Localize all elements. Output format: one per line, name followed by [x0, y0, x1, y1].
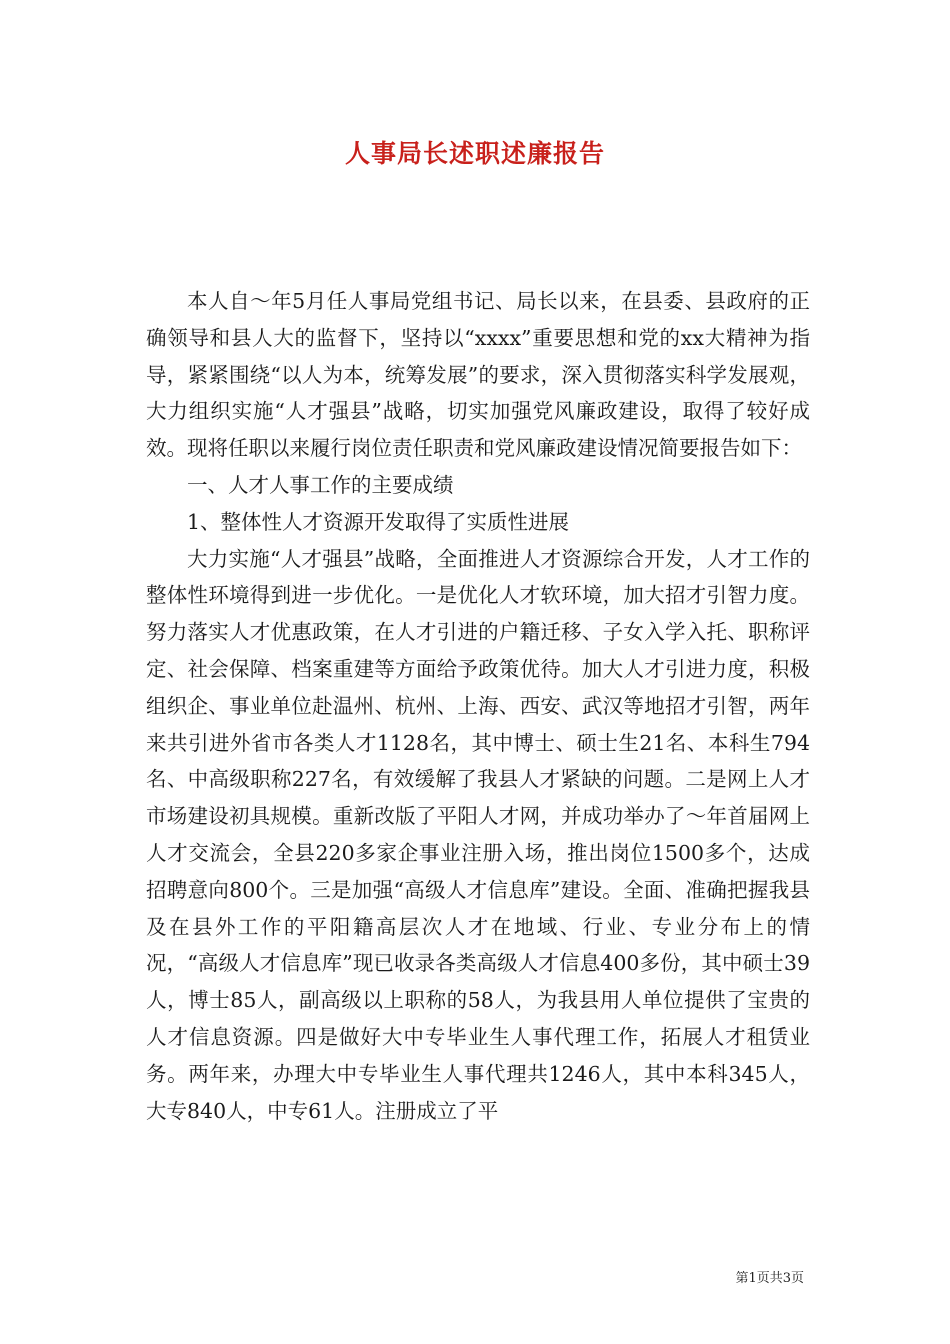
page-number: 第1页共3页 [735, 1271, 804, 1286]
document-body [146, 283, 810, 1129]
intro-paragraph: 本人自～年5月任人事局党组书记、局长以来，在县委、县政府的正确领导和县人大的监督下，坚持以“xxxx”重要思想和党的xx大精神为指导，紧紧围绕“以人为本，统筹发展”的要求，深入贯彻落实科学发展观，大力组织实施“人才强县”战略，切实加强党风廉政建设，取得了较好成效。现将任职以来履行岗位责任职责和党风廉政建设情况简要报告如下： [146, 289, 810, 461]
document-title: 人事局长述职述廉报告 [344, 139, 605, 168]
section-heading: 一、人才人事工作的主要成绩 [187, 472, 454, 497]
body-paragraph: 大力实施“人才强县”战略，全面推进人才资源综合开发，人才工作的整体性环境得到进一步优化。一是优化人才软环境，加大招才引智力度。努力落实人才优惠政策，在人才引进的户籍迁移、子女入学入托、职称评定、社会保障、档案重建等方面给予政策优待。加大人才引进力度，积极组织企、事业单位赴温州、杭州、上海、西安、武汉等地招才引智，两年来共引进外省市各类人才1128名，其中博士、硕士生21名、本科生794名、中高级职称227名，有效缓解了我县人才紧缺的问题。二是网上人才市场建设初具规模。重新改版了平阳人才网，并成功举办了～年首届网上人才交流会，全县220多家企事业注册入场，推出岗位1500多个，达成招聘意向800个。三是加强“高级人才信息库”建设。全面、准确把握我县及在县外工作的平阳籍高层次人才在地域、行业、专业分布上的情况，“高级人才信息库”现已收录各类高级人才信息400多份，其中硕士39人，博士85人，副高级以上职称的58人，为我县用人单位提供了宝贵的人才信息资源。四是做好大中专毕业生人事代理工作，拓展人才租赁业务。两年来，办理大中专毕业生人事代理共1246人，其中本科345人，大专840人，中专61人。注册成立了平 [146, 546, 810, 1123]
subsection-heading: 1、整体性人才资源开发取得了实质性进展 [187, 509, 570, 534]
